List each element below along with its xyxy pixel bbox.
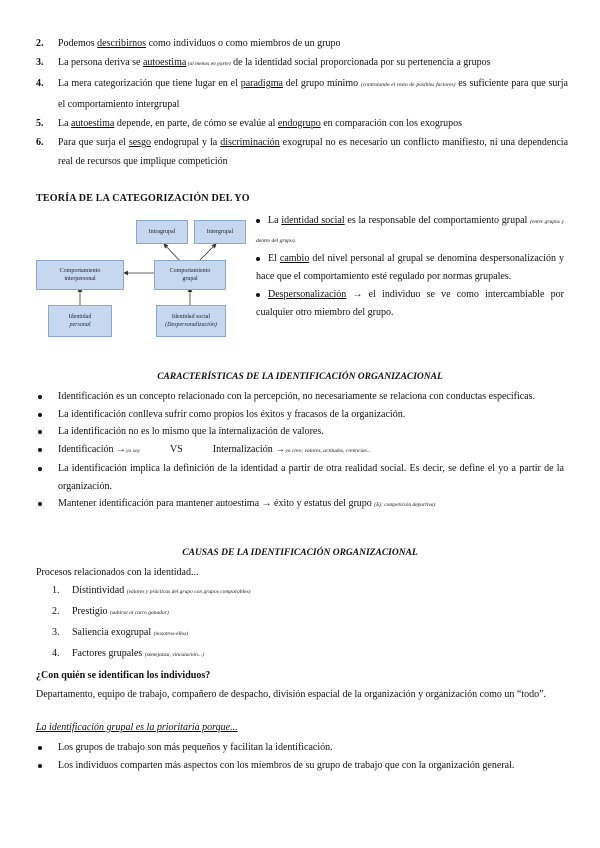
theory-bullet bbox=[256, 250, 564, 286]
box-comportamiento-interpersonal bbox=[36, 260, 124, 290]
list-number: 5. bbox=[36, 118, 44, 129]
list-item bbox=[52, 623, 552, 644]
list-item bbox=[52, 602, 552, 623]
box-identidad-personal bbox=[48, 305, 112, 337]
theory-bullets bbox=[256, 212, 564, 322]
text: Internalización → bbox=[212, 443, 286, 455]
box-label: Comportamiento bbox=[169, 268, 211, 274]
quien-list bbox=[36, 739, 564, 774]
list-item bbox=[36, 406, 564, 424]
text: El bbox=[268, 253, 280, 264]
text: Factores grupales bbox=[72, 648, 145, 659]
quien-text: Departamento, equipo de trabajo, compañero de despacho, división espacial de la organización y organización como un “todo”. bbox=[36, 689, 547, 700]
list-item bbox=[36, 460, 564, 495]
underlined-term: identidad social bbox=[281, 215, 345, 226]
underlined-term: Despersonalización bbox=[268, 289, 347, 300]
text: Los grupos de trabajo son más pequeños y facilitan la identificación. bbox=[58, 742, 333, 753]
small-note: (controlando el resto de posibles factores) bbox=[360, 82, 456, 88]
bullet-icon bbox=[38, 746, 42, 750]
list-item-vs bbox=[36, 441, 564, 461]
bullet-icon bbox=[38, 430, 42, 434]
underlined-term: cambio bbox=[279, 253, 310, 264]
list-text: es suficiente para que surja el comportamiento intergrupal bbox=[58, 78, 568, 110]
list-number: 4. bbox=[52, 648, 60, 659]
underlined-term: paradigma bbox=[240, 78, 283, 89]
box-label: Identidad social bbox=[171, 314, 211, 320]
section-heading-caracteristicas: CARACTERÍSTICAS DE LA IDENTIFICACIÓN ORGANIZACIONAL bbox=[157, 372, 443, 382]
list-number: 2. bbox=[36, 38, 44, 49]
underlined-term: autoestima bbox=[142, 57, 187, 68]
list-number: 3. bbox=[36, 57, 44, 68]
list-text: depende, en parte, de cómo se evalúe al bbox=[114, 118, 278, 129]
text: Identificación es un concepto relacionado con la percepción, no necesariamente se relaciona con conductas específicas. bbox=[58, 391, 535, 402]
list-text: como individuos o como miembros de un grupo bbox=[146, 38, 341, 49]
small-note: (semejanza, vinculación...) bbox=[144, 652, 204, 658]
list-text: La persona deriva se bbox=[58, 57, 143, 68]
list-item bbox=[36, 53, 568, 74]
list-item bbox=[36, 423, 564, 441]
box-comportamiento-grupal bbox=[154, 260, 226, 290]
list-item bbox=[52, 581, 552, 602]
list-text: exogrupal no es necesario un conflicto manifiesto, ni una dependencia real de recursos que implique competición bbox=[58, 137, 569, 167]
text: Distintividad bbox=[72, 585, 127, 596]
list-text: La mera categorización que tiene lugar en el bbox=[58, 78, 241, 89]
box-label: Comportamiento bbox=[59, 268, 101, 274]
underlined-term: sesgo bbox=[128, 137, 152, 148]
quien-subheading: La identificación grupal es la prioritaria porque... bbox=[36, 722, 238, 733]
underlined-term: autoestima bbox=[71, 118, 115, 129]
text: La identificación conlleva sufrir como propios los éxitos y fracasos de la organización. bbox=[58, 408, 406, 420]
box-label: (Despersonalización) bbox=[165, 322, 217, 328]
small-note: (al menos en parte) bbox=[186, 61, 231, 67]
small-note: (Ej: competición deportiva) bbox=[374, 502, 436, 508]
text: → el individuo se ve como intercambiable por cualquier otro miembro del grupo. bbox=[256, 289, 564, 318]
text: Saliencia exogrupal bbox=[72, 627, 154, 638]
underlined-term: describirnos bbox=[97, 38, 147, 49]
caracteristicas-list bbox=[36, 388, 564, 515]
list-text: Podemos bbox=[58, 38, 98, 49]
list-item bbox=[36, 757, 564, 775]
list-number: 3. bbox=[52, 627, 60, 638]
box-label: personal bbox=[69, 322, 91, 328]
top-numbered-list bbox=[36, 34, 568, 171]
box-intergrupal bbox=[194, 220, 246, 244]
list-item bbox=[36, 739, 564, 757]
list-text: del grupo mínimo bbox=[282, 78, 361, 89]
box-label: Identidad bbox=[68, 314, 92, 320]
small-note: (nosotros-ellos) bbox=[153, 631, 189, 637]
section-heading-teoria: TEORÍA DE LA CATEGORIZACIÓN DEL YO bbox=[36, 193, 250, 204]
box-label: Intergrupal bbox=[206, 229, 234, 235]
list-number: 4. bbox=[36, 78, 44, 89]
section-heading-quien: ¿Con quién se identifican los individuos? bbox=[36, 670, 211, 681]
bullet-icon bbox=[38, 413, 42, 417]
text: Identificación → bbox=[58, 443, 127, 455]
list-item bbox=[36, 34, 568, 53]
bullet-icon bbox=[38, 448, 42, 452]
list-item bbox=[36, 388, 564, 406]
text: Los individuos comparten más aspectos con los miembros de su grupo de trabajo que con la organización general. bbox=[58, 759, 515, 771]
list-text: La bbox=[58, 118, 72, 129]
text: La identificación implica la definición de la identidad a partir de otra realidad social. Es decir, se define el yo a partir de la organización. bbox=[58, 463, 564, 492]
bullet-icon bbox=[38, 764, 42, 768]
list-item bbox=[36, 133, 568, 171]
list-text: de la identidad social proporcionada por su pertenencia a grupos bbox=[230, 57, 491, 68]
bullet-icon bbox=[256, 219, 260, 223]
bullet-icon bbox=[38, 502, 42, 506]
text: es la responsable del comportamiento grupal bbox=[344, 215, 528, 226]
causas-list bbox=[52, 581, 552, 665]
text: del nivel personal al grupal se denomina despersonalización y hace que el comportamiento esté regulado por normas grupales. bbox=[256, 253, 564, 282]
box-intragrupal bbox=[136, 220, 188, 244]
underlined-term: endogrupo bbox=[277, 118, 321, 129]
small-note: (entre grupos y dentro del grupo). bbox=[256, 219, 565, 244]
underlined-term: discriminación bbox=[220, 137, 280, 148]
section-heading-causas: CAUSAS DE LA IDENTIFICACIÓN ORGANIZACIONAL bbox=[182, 548, 418, 558]
list-item bbox=[52, 644, 552, 665]
list-text: endogrupal y la bbox=[151, 137, 221, 148]
bullet-icon bbox=[38, 467, 42, 471]
list-number: 2. bbox=[52, 606, 60, 617]
text: La bbox=[268, 215, 282, 226]
causas-intro: Procesos relacionados con la identidad... bbox=[36, 567, 199, 578]
list-item bbox=[36, 74, 568, 114]
vs-label: VS bbox=[169, 443, 183, 455]
box-identidad-social bbox=[156, 305, 226, 337]
theory-bullet bbox=[256, 212, 564, 250]
small-note: yo creo; valores, actitudes, creencias... bbox=[285, 447, 371, 454]
text: Mantener identificación para mantener autoestima → éxito y estatus del grupo bbox=[58, 498, 375, 509]
box-label: Intragrupal bbox=[148, 229, 176, 235]
text: Prestigio bbox=[72, 606, 111, 617]
theory-bullet bbox=[256, 286, 564, 322]
list-number: 6. bbox=[36, 137, 44, 148]
text: La identificación no es lo mismo que la internalización de valores. bbox=[58, 426, 324, 437]
list-item bbox=[36, 495, 564, 515]
list-text: en comparación con los exogrupos bbox=[320, 118, 463, 129]
list-item bbox=[36, 114, 568, 133]
bullet-icon bbox=[38, 395, 42, 399]
box-label: grupal bbox=[182, 276, 198, 282]
list-number: 1. bbox=[52, 585, 60, 596]
categorization-diagram bbox=[36, 212, 250, 342]
bullet-icon bbox=[256, 257, 260, 261]
small-note: (subirse al carro ganador) bbox=[110, 610, 169, 616]
small-note: yo soy bbox=[126, 447, 140, 454]
bullet-icon bbox=[256, 293, 260, 297]
list-text: Para que surja el bbox=[58, 137, 129, 148]
small-note: (valores y prácticas del grupo con grupos comparables) bbox=[126, 589, 251, 595]
box-label: interpersonal bbox=[64, 276, 96, 282]
